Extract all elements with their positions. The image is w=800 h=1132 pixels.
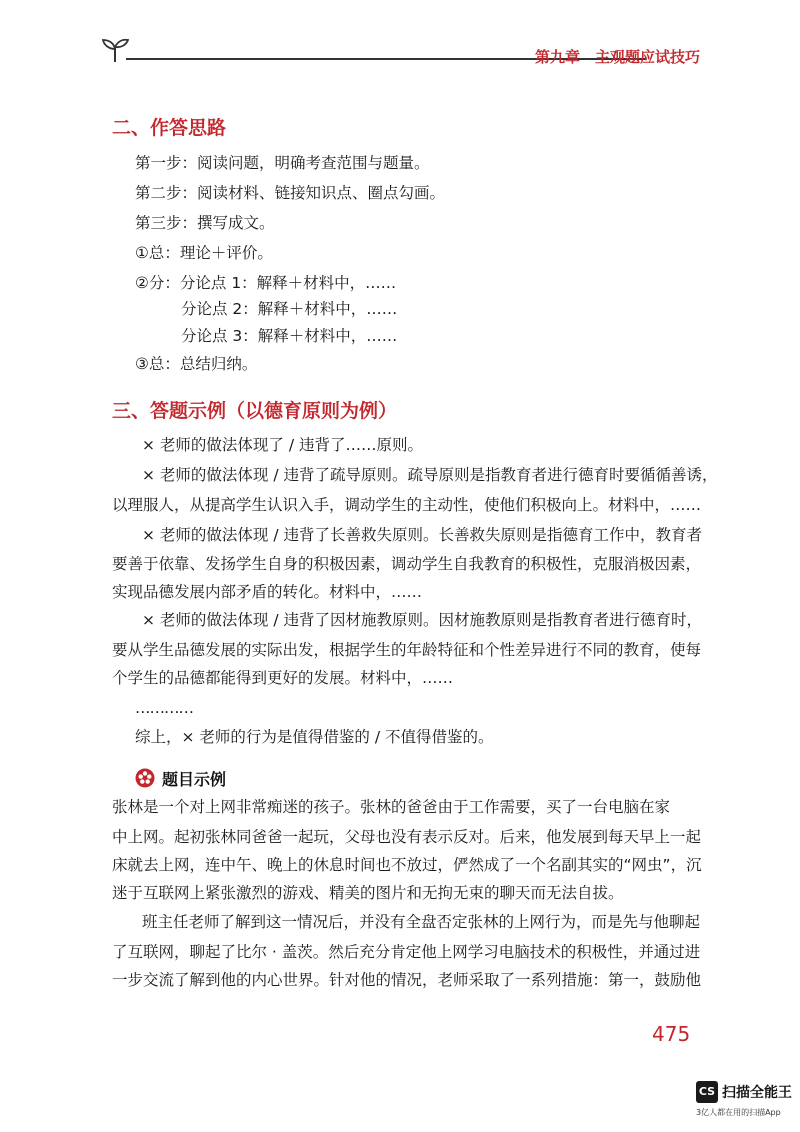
section-2-title: 二、作答思路 — [112, 117, 227, 139]
camscanner-logo-icon: CS — [696, 1081, 718, 1103]
answer-line: × 老师的做法体现 / 违背了因材施教原则。因材施教原则是指教育者进行德育时， — [142, 611, 702, 629]
scanner-watermark — [696, 1081, 796, 1125]
example-line: 一步交流了解到他的内心世界。针对他的情况，老师采取了一系列措施：第一，鼓励他 — [112, 971, 702, 989]
watermark-name: 扫描全能王 — [722, 1085, 792, 1101]
answer-line: × 老师的做法体现了 / 违背了……原则。 — [142, 436, 423, 454]
step-line: 分论点 2：解释＋材料中，…… — [181, 300, 398, 318]
ellipsis-line: ………… — [135, 699, 193, 717]
answer-line: 实现品德发展内部矛盾的转化。材料中，…… — [112, 583, 423, 601]
example-title: 题目示例 — [162, 770, 227, 789]
watermark-tagline: 3亿人都在用的扫描App — [696, 1108, 781, 1117]
answer-line: 个学生的品德都能得到更好的发展。材料中，…… — [112, 669, 454, 687]
page-header — [100, 36, 700, 76]
example-line: 床就去上网，连中午、晚上的休息时间也不放过，俨然成了一个名副其实的“网虫”，沉 — [112, 856, 702, 874]
answer-line: 以理服人，从提高学生认识入手，调动学生的主动性，使他们积极向上。材料中，…… — [112, 496, 702, 514]
answer-line: 要善于依靠、发扬学生自身的积极因素，调动学生自我教育的积极性，克服消极因素， — [112, 555, 702, 573]
example-line: 了互联网，聊起了比尔 · 盖茨。然后充分肯定他上网学习电脑技术的积极性，并通过进 — [112, 943, 701, 961]
step-line: ③总：总结归纳。 — [135, 355, 258, 373]
answer-line: × 老师的做法体现 / 违背了疏导原则。疏导原则是指教育者进行德育时要循循善诱， — [142, 466, 718, 484]
step-line: 分论点 3：解释＋材料中，…… — [181, 327, 398, 345]
answer-line: × 老师的做法体现 / 违背了长善救失原则。长善救失原则是指德育工作中，教育者 — [142, 526, 702, 544]
answer-line: 要从学生品德发展的实际出发，根据学生的年龄特征和个性差异进行不同的教育，使每 — [112, 641, 702, 659]
page-number: 475 — [652, 1022, 691, 1046]
step-line: ②分：分论点 1：解释＋材料中，…… — [135, 274, 397, 292]
step-line: 第一步：阅读问题，明确考查范围与题量。 — [135, 154, 430, 172]
chapter-title: 第九章 主观题应试技巧 — [534, 48, 700, 66]
step-line: 第三步：撰写成文。 — [135, 214, 275, 232]
example-line: 张林是一个对上网非常痴迷的孩子。张林的爸爸由于工作需要，买了一台电脑在家 — [112, 798, 671, 816]
step-line: 第二步：阅读材料、链接知识点、圈点勾画。 — [135, 184, 446, 202]
example-line: 中上网。起初张林同爸爸一起玩，父母也没有表示反对。后来，他发展到每天早上一起 — [112, 828, 702, 846]
section-3-title: 三、答题示例（以德育原则为例） — [112, 400, 398, 422]
step-line: ①总：理论＋评价。 — [135, 244, 273, 262]
conclusion-line: 综上，× 老师的行为是值得借鉴的 / 不值得借鉴的。 — [135, 728, 494, 746]
flower-icon — [135, 768, 155, 788]
example-line: 班主任老师了解到这一情况后，并没有全盘否定张林的上网行为，而是先与他聊起 — [142, 913, 701, 931]
example-line: 迷于互联网上紧张激烈的游戏、精美的图片和无拘无束的聊天而无法自拔。 — [112, 884, 624, 902]
